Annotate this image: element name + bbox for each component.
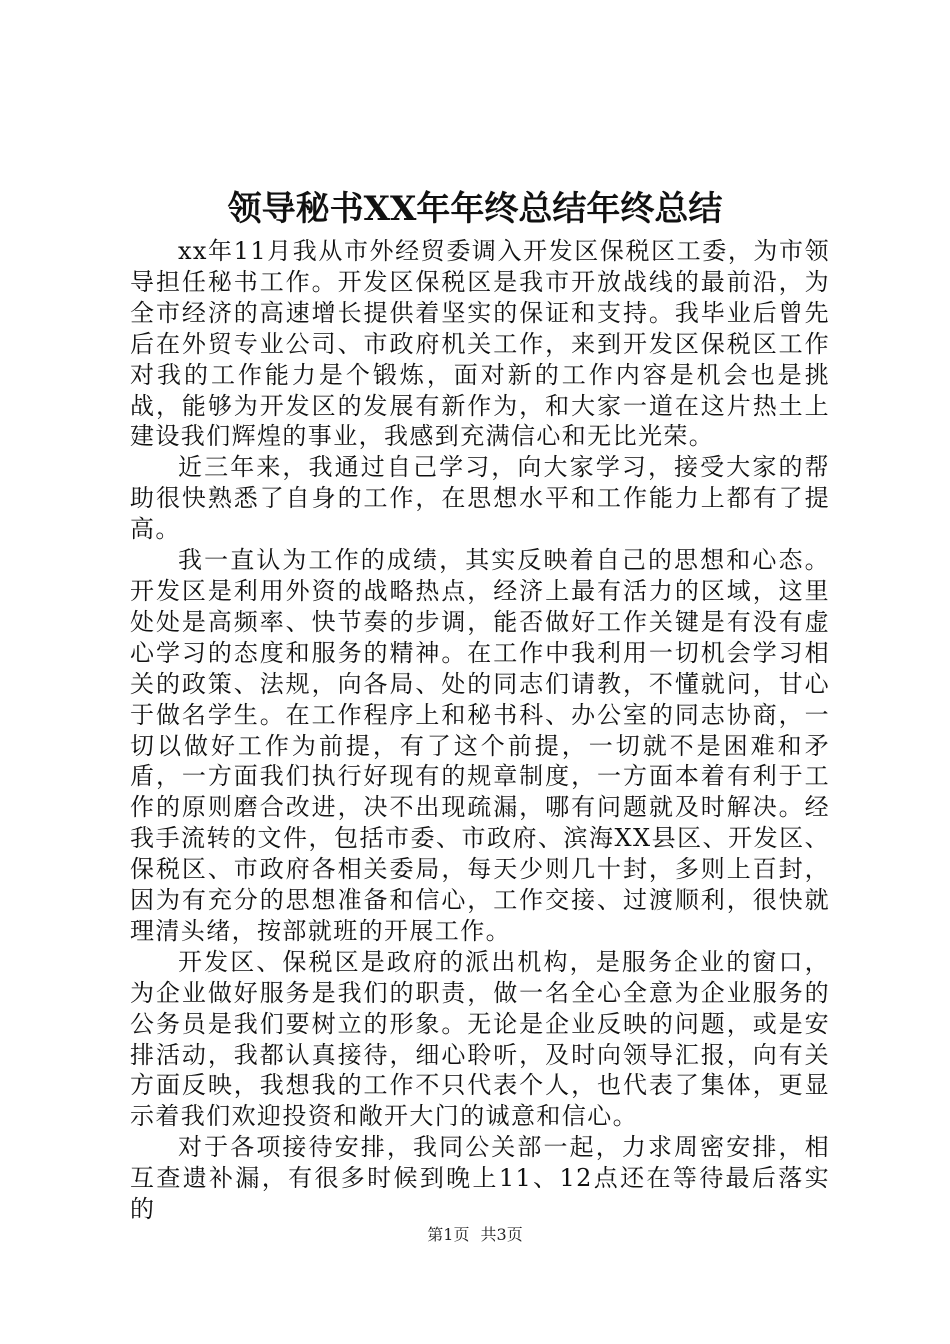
page-footer	[0, 1224, 950, 1246]
paragraph-5: 对于各项接待安排，我同公关部一起，力求周密安排，相互查遗补漏，有很多时候到晚上11、12点还在等待最后落实的	[130, 1133, 830, 1224]
paragraph-2: 近三年来，我通过自己学习，向大家学习，接受大家的帮助很快熟悉了自身的工作，在思想水平和工作能力上都有了提高。	[130, 453, 830, 544]
paragraph-1: xx年11月我从市外经贸委调入开发区保税区工委，为市领导担任秘书工作。开发区保税区是我市开放战线的最前沿，为全市经济的高速增长提供着坚实的保证和支持。我毕业后曾先后在外贸专业公司、市政府机关工作，来到开发区保税区工作对我的工作能力是个锻炼，面对新的工作内容是机会也是挑战，能够为开发区的发展有新作为，和大家一道在这片热土上建设我们辉煌的事业，我感到充满信心和无比光荣。	[130, 237, 830, 451]
page-number: 第1页	[427, 1225, 470, 1244]
document-title: 领导秘书XX年年终总结年终总结	[227, 189, 723, 229]
document-body	[130, 236, 830, 1225]
paragraph-3: 我一直认为工作的成绩，其实反映着自己的思想和心态。开发区是利用外资的战略热点，经济上最有活力的区域，这里处处是高频率、快节奏的步调，能否做好工作关键是有没有虚心学习的态度和服务的精神。在工作中我利用一切机会学习相关的政策、法规，向各局、处的同志们请教，不懂就问，甘心于做名学生。在工作程序上和秘书科、办公室的同志协商，一切以做好工作为前提，有了这个前提，一切就不是困难和矛盾，一方面我们执行好现有的规章制度，一方面本着有利于工作的原则磨合改进，决不出现疏漏，哪有问题就及时解决。经我手流转的文件，包括市委、市政府、滨海XX县区、开发区、保税区、市政府各相关委局，每天少则几十封，多则上百封，因为有充分的思想准备和信心，工作交接、过渡顺利，很快就理清头绪，按部就班的开展工作。	[130, 546, 830, 945]
page-total: 共3页	[480, 1225, 523, 1244]
paragraph-4: 开发区、保税区是政府的派出机构，是服务企业的窗口，为企业做好服务是我们的职责，做一名全心全意为企业服务的公务员是我们要树立的形象。无论是企业反映的问题，或是安排活动，我都认真接待，细心聆听，及时向领导汇报，向有关方面反映，我想我的工作不只代表个人，也代表了集体，更显示着我们欢迎投资和敞开大门的诚意和信心。	[130, 947, 830, 1131]
